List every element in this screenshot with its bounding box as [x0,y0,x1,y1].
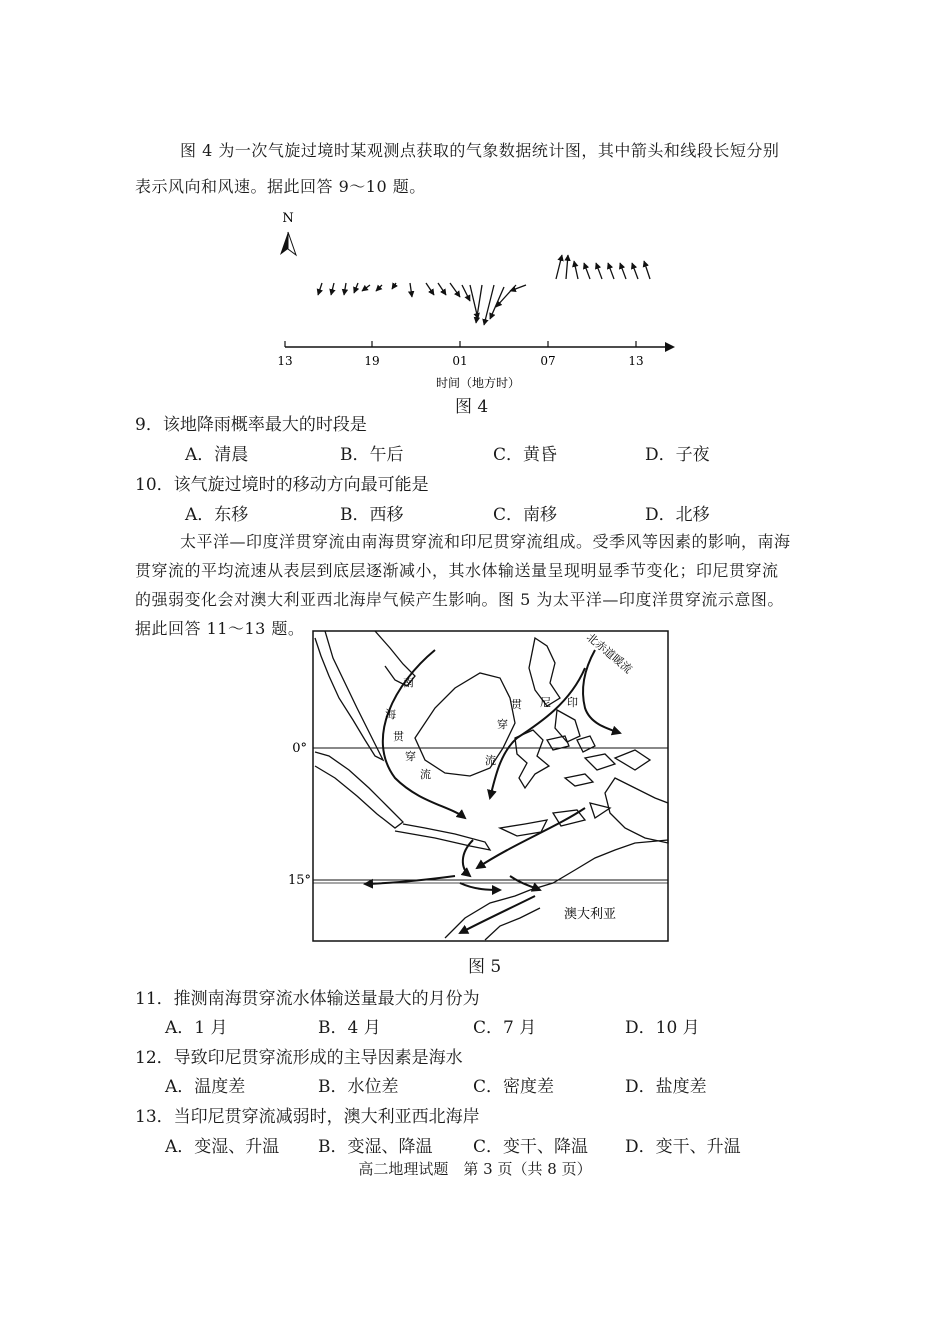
q9-option-a[interactable]: A．清晨 [185,445,249,465]
q10-option-d[interactable]: D．北移 [645,505,710,525]
lat-15-label: 15° [287,873,311,888]
intro1-line2: 表示风向和风速。据此回答 9～10 题。 [135,177,426,196]
q11-option-d[interactable]: D．10 月 [625,1018,700,1038]
intro2-line4: 据此回答 11～13 题。 [135,619,305,638]
q12-option-c[interactable]: C．密度差 [473,1077,555,1097]
wind-arrow [644,261,650,279]
axis-arrowhead-icon [665,342,675,352]
scs-label-char-2: 海 [385,708,396,721]
wind-arrow [620,263,626,279]
scs-label-char-1: 南 [403,676,414,689]
figure-5-map [285,628,685,948]
intro-paragraph-2 [135,527,835,643]
scs-label-char-5: 流 [420,768,431,781]
wind-arrow [450,283,460,297]
q10-option-a[interactable]: A．东移 [185,505,249,525]
q13-option-b[interactable]: B．变湿、降温 [318,1137,433,1157]
indo-label-char-1: 印 [567,696,578,709]
wind-arrow [462,285,470,301]
wind-arrow [318,283,322,295]
q10-option-c[interactable]: C．南移 [493,505,558,525]
wind-arrows [318,255,650,325]
indo-label-char-3: 贯 [511,698,522,711]
axis-tick-label: 13 [277,354,293,368]
q13-option-d[interactable]: D．变干、升温 [625,1137,741,1157]
axis-label: 时间（地方时） [435,376,521,390]
indo-label-char-2: 尼 [540,696,551,709]
scs-label-char-4: 穿 [405,750,416,763]
wind-arrow [438,283,446,295]
q11-option-a[interactable]: A．1 月 [165,1018,228,1038]
wind-arrow [596,263,602,279]
q12-option-d[interactable]: D．盐度差 [625,1077,707,1097]
axis-ticks [277,341,643,368]
intro-paragraph-1-line2 [135,172,426,201]
question-12-stem: 12．导致印尼贯穿流形成的主导因素是海水 [135,1048,463,1068]
indo-label-char-4: 穿 [497,718,508,731]
figure-4-wind-chart [260,205,700,395]
figure-4-caption: 图 4 [455,397,489,417]
page-footer: 高二地理试题 第 3 页（共 8 页） [358,1160,592,1178]
axis-tick-label: 01 [452,354,468,368]
q12-option-a[interactable]: A．温度差 [165,1077,246,1097]
q13-option-a[interactable]: A．变湿、升温 [165,1137,280,1157]
north-equatorial-current-label: 北赤道暖流 [584,630,635,676]
question-10-stem: 10．该气旋过境时的移动方向最可能是 [135,475,429,495]
intro1-line1: 图 4 为一次气旋过境时某观测点获取的气象数据统计图，其中箭头和线段长短分别 [180,141,780,160]
wind-arrow [632,263,638,279]
question-13-stem: 13．当印尼贯穿流减弱时，澳大利亚西北海岸 [135,1107,480,1127]
q13-option-c[interactable]: C．变干、降温 [473,1137,589,1157]
q11-option-c[interactable]: C．7 月 [473,1018,537,1038]
wind-arrow [410,283,412,297]
north-label: N [282,211,294,226]
wind-arrow [354,283,358,293]
intro2-line2: 贯穿流的平均流速从表层到底层逐渐减小，其水体输送量呈现明显季节变化；印尼贯穿流 [135,561,779,580]
q10-option-b[interactable]: B．西移 [340,505,404,525]
wind-arrow [608,263,614,279]
wind-arrow [376,285,382,291]
axis-tick-label: 13 [628,354,644,368]
q9-option-d[interactable]: D．子夜 [645,445,710,465]
wind-arrow [566,255,568,279]
axis-tick-label: 07 [540,354,556,368]
wind-arrow [556,255,562,279]
q12-option-b[interactable]: B．水位差 [318,1077,399,1097]
wind-arrow [476,285,482,323]
intro2-line3: 的强弱变化会对澳大利亚西北海岸气候产生影响。图 5 为太平洋—印度洋贯穿流示意图。 [135,590,784,609]
wind-arrow [344,283,346,295]
question-9-stem: 9．该地降雨概率最大的时段是 [135,415,367,435]
lat-0-label: 0° [292,741,307,756]
q9-option-c[interactable]: C．黄昏 [493,445,558,465]
intro2-line1: 太平洋—印度洋贯穿流由南海贯穿流和印尼贯穿流组成。受季风等因素的影响，南海 [180,532,791,551]
australia-label: 澳大利亚 [563,907,617,922]
wind-arrow [484,285,494,325]
intro-paragraph-1 [180,136,779,165]
axis-tick-label: 19 [364,354,380,368]
q9-option-b[interactable]: B．午后 [340,445,404,465]
wind-arrow [584,263,590,279]
wind-arrow [362,285,370,291]
wind-arrow [496,285,516,307]
wind-arrow [392,283,396,289]
question-11-stem: 11．推测南海贯穿流水体输送量最大的月份为 [135,989,480,1009]
figure-5-caption: 图 5 [468,957,502,977]
wind-arrow [574,261,578,279]
wind-arrow [331,283,334,295]
scs-label-char-3: 贯 [393,730,404,743]
q11-option-b[interactable]: B．4 月 [318,1018,381,1038]
indo-label-char-5: 流 [485,754,496,767]
wind-arrow [426,283,434,295]
